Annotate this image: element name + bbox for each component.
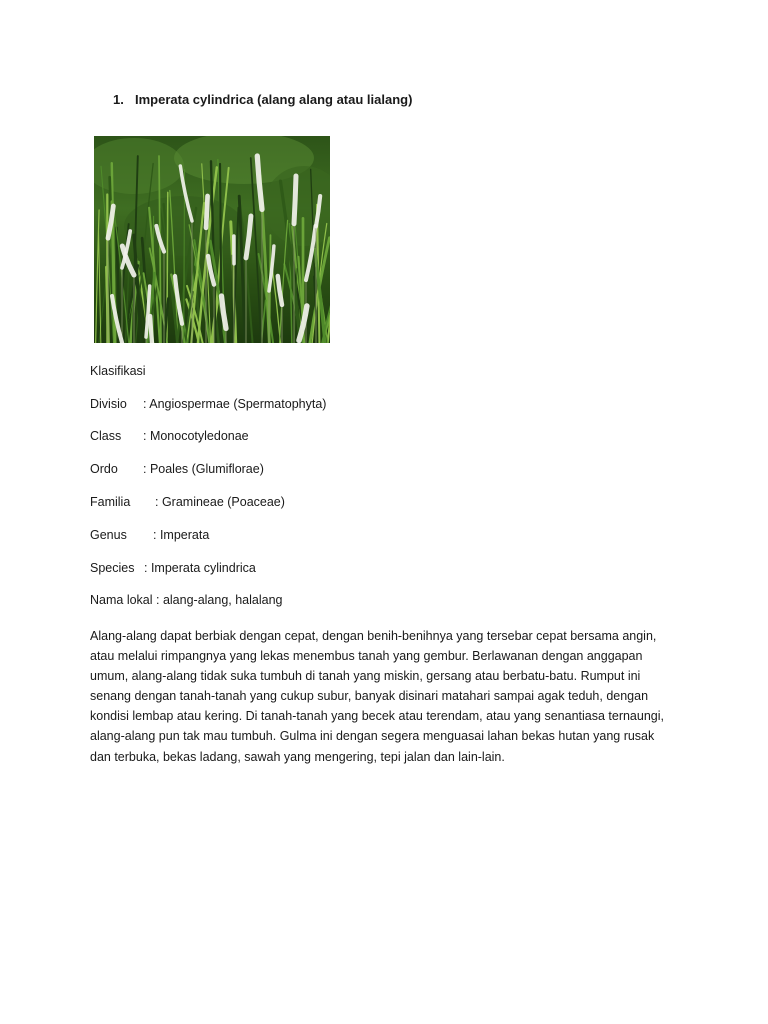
row-species [90,561,256,575]
section-heading [113,92,412,107]
local-name: Nama lokal : alang-alang, halalang [90,593,283,607]
row-divisio [90,397,326,411]
row-label: Ordo [90,462,118,476]
row-value: : Imperata cylindrica [144,561,256,575]
heading-number: 1. [113,92,124,107]
row-value: : Gramineae (Poaceae) [155,495,285,509]
row-value: : Angiospermae (Spermatophyta) [143,397,327,411]
description-paragraph [90,626,690,767]
paragraph-line: alang-alang pun tak mau tumbuh. Gulma ini dengan segera menguasai lahan bekas hutan yang rusak [90,729,655,744]
paragraph-line: dan terbuka, bekas ladang, sawah yang mengering, tepi jalan dan lain-lain. [90,749,505,764]
grass-illustration [94,136,330,343]
row-label: Class [90,429,122,443]
grass-plume [294,176,296,224]
paragraph-line: Alang-alang dapat berbiak dengan cepat, dengan benih-benihnya yang tersebar cepat bersama angin, [90,629,657,643]
row-label: Divisio [90,397,127,411]
grass-plume [206,196,208,228]
paragraph-line: kondisi lembap atau kering. Di tanah-tanah yang becek atau terendam, atau yang senantiasa ternaungi, [90,709,664,724]
paragraph-line: umum, alang-alang tidak suka tumbuh di tanah yang miskin, gersang atau berbatu-batu. Rumput ini [90,669,641,684]
row-label: Familia [90,495,131,509]
row-ordo [90,462,264,476]
row-value: : Poales (Glumiflorae) [143,462,264,476]
paragraph-line: senang dengan tanah-tanah yang cukup subur, banyak disinari matahari sampai agak teduh, dengan [90,689,649,704]
paragraph-line: atau melalui rimpangnya yang lekas menembus tanah yang gembur. Berlawanan dengan anggapan [90,649,643,664]
classification-title: Klasifikasi [90,364,146,378]
row-value: : Imperata [153,528,210,542]
row-label: Species [90,561,135,575]
row-familia [90,495,285,509]
heading-title: Imperata cylindrica (alang alang atau lialang) [135,92,413,107]
alang-alang-photo [94,136,330,343]
row-label: Genus [90,528,127,542]
row-class [90,429,249,443]
row-genus [90,528,209,542]
row-value: : Monocotyledonae [143,429,249,443]
